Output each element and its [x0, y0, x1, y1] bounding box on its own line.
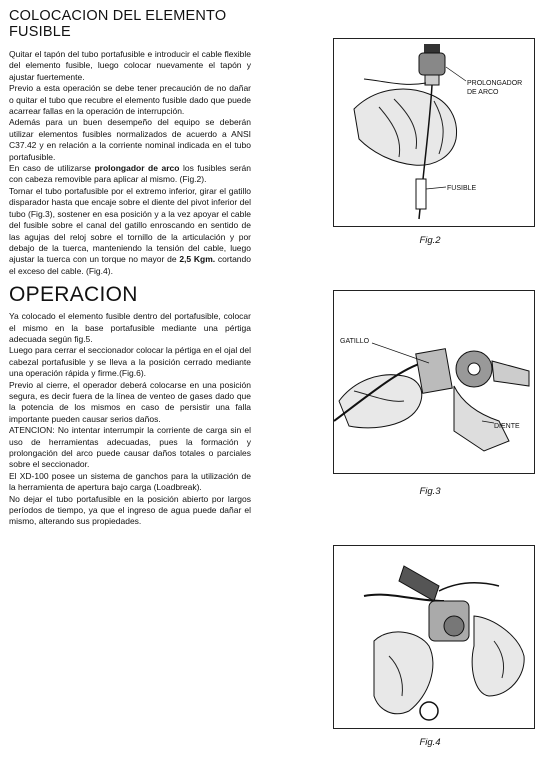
paragraph: Quitar el tapón del tubo portafusible e introducir el cable flexible del elemento fusible, luego colocar nuevamente el tapón y ajustar fuertemente. [9, 49, 251, 82]
figure-2 [333, 38, 535, 227]
fig3-illustration [334, 291, 534, 473]
leader-line [426, 187, 446, 189]
fig4-caption: Fig.4 [419, 737, 441, 748]
text-run: En caso de utilizarse [9, 163, 95, 174]
hand-shape [354, 89, 457, 165]
paragraph-torque [9, 186, 251, 277]
paragraph-atencion: ATENCION: No intentar interrumpir la corriente de carga sin el uso de herramientas adecuadas, pues la formación y prolongación del arco puede causar daños totales o parciales sobre el seccionador. [9, 425, 251, 470]
label-diente: DIENTE [494, 423, 520, 430]
label-fusible: FUSIBLE [447, 185, 477, 192]
hand-shape [374, 632, 433, 714]
paragraph: Ya colocado el elemento fusible dentro del portafusible, colocar el mismo en la base portafusible mediante una pértiga adecuada según fig.5. [9, 311, 251, 344]
label-de-arco: DE ARCO [467, 89, 499, 96]
fig2-caption: Fig.2 [419, 235, 441, 246]
wrench-shape [399, 566, 439, 601]
label-gatillo: GATILLO [340, 338, 370, 345]
figure-3 [333, 290, 535, 474]
bracket-shape [492, 361, 529, 386]
fuse-head-shape [419, 53, 445, 75]
fig3-caption: Fig.3 [419, 486, 441, 497]
hand-shape [472, 616, 524, 696]
tooth-shape [454, 386, 509, 451]
paragraph: Además para un buen desempeño del equipo se deberán utilizar elementos fusibles normalizados de acuerdo a ANSI C37.42 y en relación a la corriente nominal indicada en el tubo portafusible. [9, 117, 251, 162]
text-run: los fusibles serán con cabeza removible para aplicar al mismo. (Fig.2). [9, 163, 251, 185]
paragraph: No dejar el tubo portafusible en la posición abierto por largos períodos de tiempo, ya que el ingreso de agua puede dañar el mismo, alterando sus propiedades. [9, 493, 251, 527]
trigger-shape [416, 349, 452, 394]
ring-shape [420, 702, 438, 720]
text-run: cortando el exceso del cable. (Fig.4). [9, 254, 251, 276]
cable-line [439, 583, 499, 591]
fuse-tube-shape [416, 179, 426, 209]
figure-4 [333, 545, 535, 729]
section-title-operacion: OPERACION [9, 283, 138, 307]
text-run: Tornar el tubo portafusible por el extremo inferior, girar el gatillo disparador hasta que encaje sobre el diente del pivot inferior del tubo (Fig.3), sostener en esa posición y a la vez apoyar el cable del fusible sobre el canal del gatillo enroscando en sentido de las agujas del reloj sobre el tornillo de la articulación y por debajo de la tuerca, manteniendo la tensión del cable, luego ajustar la tuerca con un torque no mayor de [9, 185, 251, 265]
text-column [9, 8, 251, 528]
fig4-illustration [334, 546, 534, 728]
bold-term: prolongador de arco [94, 163, 180, 174]
paragraph: El XD-100 posee un sistema de ganchos para la utilización de la herramienta de apertura bajo carga (Loadbreak). [9, 470, 251, 493]
leader-line [446, 67, 466, 81]
hand-shape [339, 375, 422, 428]
fuse-neck-shape [425, 75, 439, 85]
section-title-colocacion: COLOCACION DEL ELEMENTO FUSIBLE [9, 8, 227, 40]
paragraph: Previo al cierre, el operador deberá colocarse en una posición segura, es decir fuera de la línea de venteo de gases dado que la potencia de los mismos en caso de persistir una falla importante pueden causar serios daños. [9, 379, 251, 424]
fig2-illustration [334, 39, 534, 226]
cable-line [364, 79, 426, 84]
label-prolongador: PROLONGADOR [467, 80, 523, 87]
paragraph-prolongador [9, 163, 251, 186]
nut-shape [444, 616, 464, 636]
bold-value: 2,5 Kgm. [179, 254, 216, 265]
paragraph: Luego para cerrar el seccionador colocar la pértiga en el ojal del cabezal portafusible y se lleva a la posición cerrado mediante una operación rápida y firme.(Fig.6). [9, 345, 251, 379]
pivot-bolt-shape [468, 363, 480, 375]
paragraph: Previo a esta operación se debe tener precaución de no dañar o quitar el tubo que recubre el elemento fusible dado que puede acarrear fallas en la operación de interrupción. [9, 83, 251, 117]
